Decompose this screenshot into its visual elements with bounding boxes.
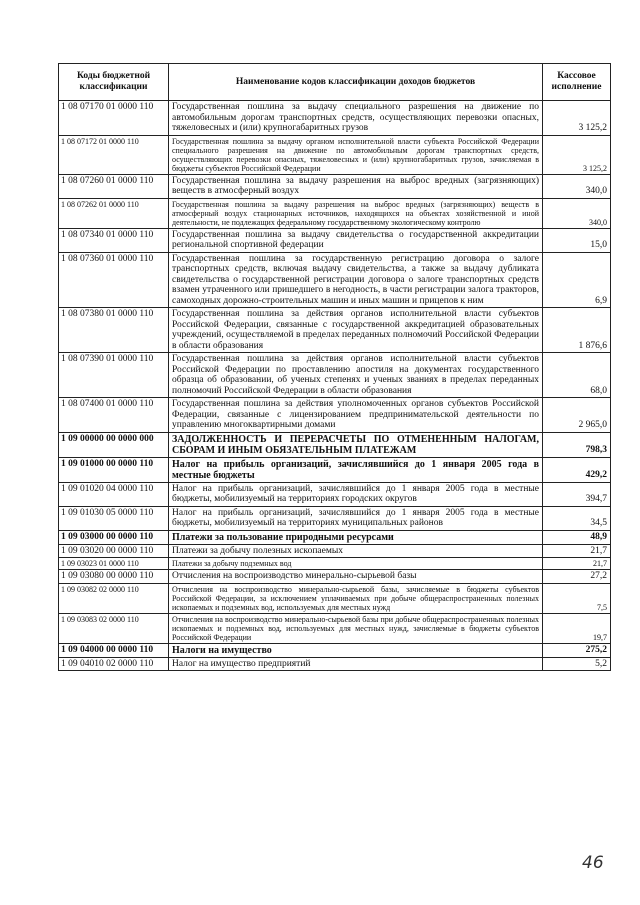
row-value: 6,9 [543, 252, 611, 308]
table-row [59, 228, 611, 252]
row-code: 1 09 03020 00 0000 110 [59, 544, 169, 558]
row-code: 1 09 03023 01 0000 110 [59, 558, 169, 570]
row-value: 340,0 [543, 174, 611, 198]
row-name: Государственная пошлина за выдачу органом исполнительной власти субъекта Российской Федерации специального разрешения на движение по автомобильным дорогам транспортных средств, осуществляющих перевозки опасных, тяжеловесных и (или) крупногабаритных грузов, зачисляемая в бюджеты субъектов Российской Федерации [169, 135, 543, 174]
row-value: 3 125,2 [543, 135, 611, 174]
row-value: 2 965,0 [543, 398, 611, 433]
row-code: 1 09 03080 00 0000 110 [59, 570, 169, 584]
table-row [59, 506, 611, 530]
row-name: Государственная пошлина за действия органов исполнительной власти субъектов Российской Федерации по проставлению апостиля на документах государственного образца об образовании, об ученых степенях и ученых званиях в пределах переданных полномочий Российской Федерации в области образования [169, 353, 543, 398]
row-code: 1 08 07360 01 0000 110 [59, 252, 169, 308]
header-codes: Коды бюджетной классификации [59, 64, 169, 101]
table-row [59, 101, 611, 136]
row-value: 275,2 [543, 643, 611, 657]
table-row [59, 583, 611, 613]
row-value: 394,7 [543, 482, 611, 506]
row-code: 1 09 03083 02 0000 110 [59, 613, 169, 643]
row-code: 1 08 07262 01 0000 110 [59, 198, 169, 228]
row-value: 1 876,6 [543, 308, 611, 353]
row-name: Налоги на имущество [169, 643, 543, 657]
row-code: 1 09 04000 00 0000 110 [59, 643, 169, 657]
table-row [59, 457, 611, 482]
table-row [59, 657, 611, 671]
row-name: Государственная пошлина за выдачу разрешения на выброс вредных (загрязняющих) веществ в атмосферный воздух [169, 174, 543, 198]
row-code: 1 08 07260 01 0000 110 [59, 174, 169, 198]
row-name: Государственная пошлина за выдачу разрешения на выброс вредных (загрязняющих) веществ в атмосферный воздух стационарных источников, находящихся на объектах хозяйственной и иной деятельности, не подлежащих федеральному государственному экологическому контролю [169, 198, 543, 228]
row-name: Отчисления на воспроизводство минерально-сырьевой базы, зачисляемые в бюджеты субъектов Российской Федерации, за исключением уплачиваемых при добыче общераспространенных полезных ископаемых и подземных вод, используемых для местных нужд [169, 583, 543, 613]
table-row [59, 252, 611, 308]
row-value: 429,2 [543, 457, 611, 482]
row-name: Отчисления на воспроизводство минерально-сырьевой базы при добыче общераспространенных полезных ископаемых и подземных вод, используемых для местных нужд, зачисляемые в бюджеты субъектов Российской Федерации [169, 613, 543, 643]
table-row [59, 570, 611, 584]
row-name: Государственная пошлина за выдачу специального разрешения на движение по автомобильным дорогам транспортных средств, осуществляющих перевозки опасных, тяжеловесных и (или) крупногабаритных грузов [169, 101, 543, 136]
table-row [59, 353, 611, 398]
row-name: Налог на прибыль организаций, зачислявшийся до 1 января 2005 года в местные бюджеты, мобилизуемый на территориях муниципальных районов [169, 506, 543, 530]
table-row [59, 482, 611, 506]
row-name: Платежи за пользование природными ресурсами [169, 530, 543, 544]
row-code: 1 09 01030 05 0000 110 [59, 506, 169, 530]
row-value: 7,5 [543, 583, 611, 613]
table-body [59, 101, 611, 671]
row-code: 1 09 00000 00 0000 000 [59, 432, 169, 457]
row-code: 1 08 07340 01 0000 110 [59, 228, 169, 252]
row-code: 1 08 07400 01 0000 110 [59, 398, 169, 433]
row-code: 1 09 04010 02 0000 110 [59, 657, 169, 671]
table-row [59, 198, 611, 228]
header-execution: Кассовое исполнение [543, 64, 611, 101]
table-row [59, 308, 611, 353]
row-value: 5,2 [543, 657, 611, 671]
page-number: 46 [582, 853, 604, 873]
row-name: Платежи за добычу полезных ископаемых [169, 544, 543, 558]
table-row [59, 398, 611, 433]
row-value: 68,0 [543, 353, 611, 398]
table-row [59, 174, 611, 198]
row-code: 1 08 07380 01 0000 110 [59, 308, 169, 353]
row-code: 1 09 01020 04 0000 110 [59, 482, 169, 506]
row-value: 798,3 [543, 432, 611, 457]
row-code: 1 09 01000 00 0000 110 [59, 457, 169, 482]
row-name: Налог на прибыль организаций, зачислявшийся до 1 января 2005 года в местные бюджеты, мобилизуемый на территориях городских округов [169, 482, 543, 506]
row-name: Платежи за добычу подземных вод [169, 558, 543, 570]
row-value: 3 125,2 [543, 101, 611, 136]
table-header-row [59, 64, 611, 101]
row-value: 340,0 [543, 198, 611, 228]
row-name: ЗАДОЛЖЕННОСТЬ И ПЕРЕРАСЧЕТЫ ПО ОТМЕНЕННЫМ НАЛОГАМ, СБОРАМ И ИНЫМ ОБЯЗАТЕЛЬНЫМ ПЛАТЕЖАМ [169, 432, 543, 457]
table-row [59, 558, 611, 570]
row-name: Государственная пошлина за государственную регистрацию договора о залоге транспортных средств, включая выдачу свидетельства, а также за выдачу дубликата свидетельства о государственной регистрации договора о залоге транспортных средств взамен утраченного или пришедшего в негодность, в части регистрации залога тракторов, самоходных дорожно-строительных машин и иных машин и прицепов к ним [169, 252, 543, 308]
row-code: 1 09 03000 00 0000 110 [59, 530, 169, 544]
table-row [59, 135, 611, 174]
row-name: Государственная пошлина за выдачу свидетельства о государственной аккредитации региональной спортивной федерации [169, 228, 543, 252]
row-name: Государственная пошлина за действия органов исполнительной власти субъектов Российской Федерации, связанные с государственной аккредитацией образовательных учреждений, осуществляемой в пределах переданных полномочий Российской Федерации в области образования [169, 308, 543, 353]
table-row [59, 613, 611, 643]
row-value: 19,7 [543, 613, 611, 643]
table-row [59, 432, 611, 457]
table-row [59, 643, 611, 657]
row-code: 1 08 07170 01 0000 110 [59, 101, 169, 136]
header-names: Наименование кодов классификации доходов бюджетов [169, 64, 543, 101]
row-value: 21,7 [543, 544, 611, 558]
row-value: 15,0 [543, 228, 611, 252]
row-code: 1 09 03082 02 0000 110 [59, 583, 169, 613]
table-row [59, 544, 611, 558]
table-row [59, 530, 611, 544]
row-value: 48,9 [543, 530, 611, 544]
row-name: Налог на имущество предприятий [169, 657, 543, 671]
row-code: 1 08 07390 01 0000 110 [59, 353, 169, 398]
row-name: Налог на прибыль организаций, зачислявшийся до 1 января 2005 года в местные бюджеты [169, 457, 543, 482]
row-name: Отчисления на воспроизводство минерально-сырьевой базы [169, 570, 543, 584]
document-page [58, 63, 610, 671]
row-value: 21,7 [543, 558, 611, 570]
budget-classification-table [58, 63, 611, 671]
row-value: 27,2 [543, 570, 611, 584]
row-value: 34,5 [543, 506, 611, 530]
row-name: Государственная пошлина за действия уполномоченных органов субъектов Российской Федерации, связанные с лицензированием предпринимательской деятельности по управлению многоквартирными домами [169, 398, 543, 433]
row-code: 1 08 07172 01 0000 110 [59, 135, 169, 174]
